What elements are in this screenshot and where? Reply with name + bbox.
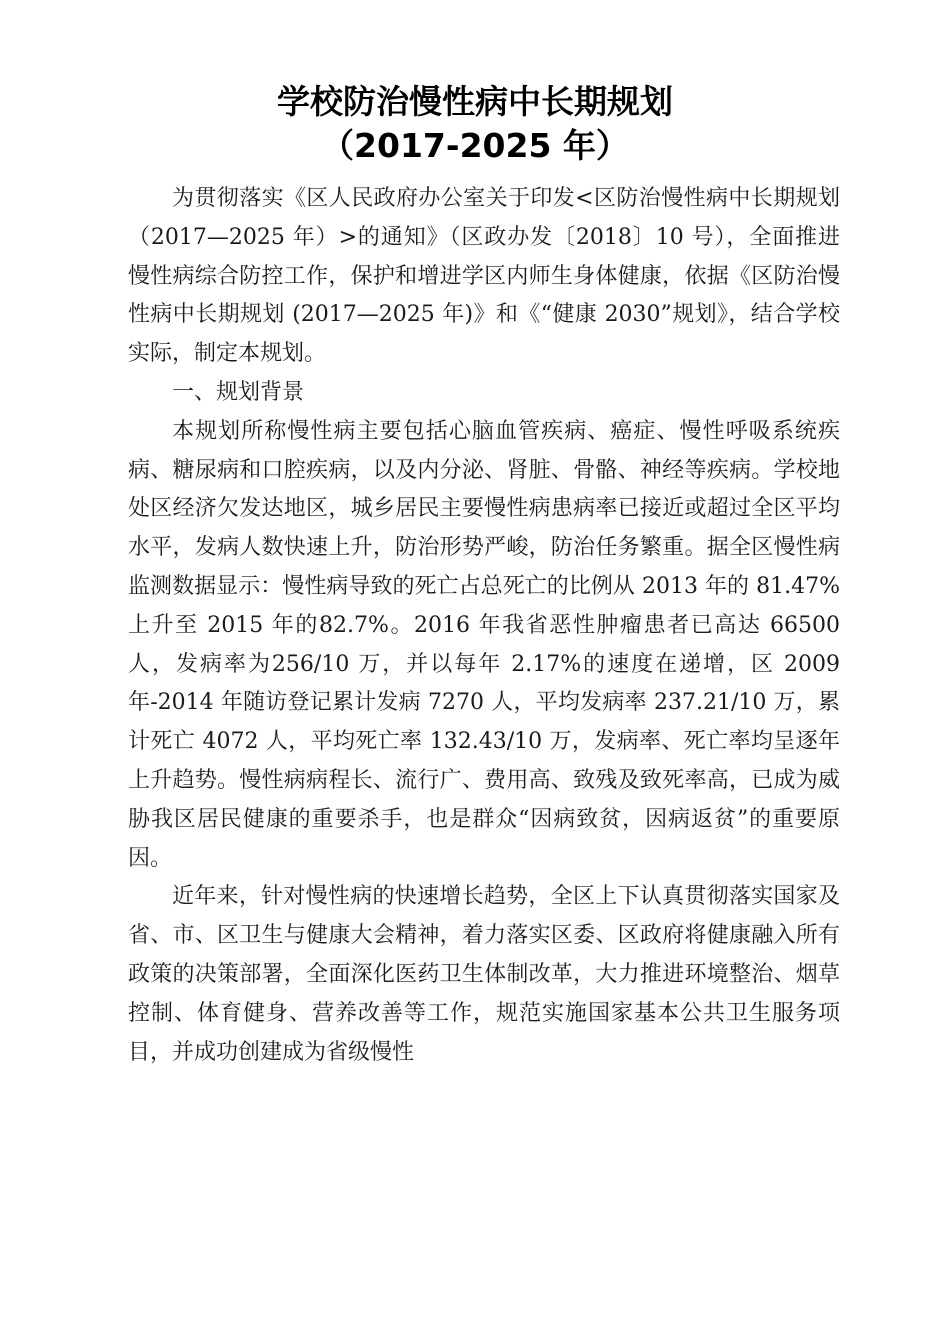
intro-paragraph: 为贯彻落实《区人民政府办公室关于印发<区防治慢性病中长期规划（2017—2025 年）>的通知》（区政办发〔2018〕10 号），全面推进慢性病综合防控工作，保护和增进学区内师生身体健康，依据《区防治慢性病中长期规划 (2017—2025 年)》和《“健康 2030”规划》，结合学校实际，制定本规划。: [128, 186, 840, 367]
section-heading-background: 一、规划背景: [172, 379, 305, 405]
background-paragraph: 本规划所称慢性病主要包括心脑血管疾病、癌症、慢性呼吸系统疾病、糖尿病和口腔疾病，以及内分泌、肾脏、骨骼、神经等疾病。学校地处区经济欠发达地区，城乡居民主要慢性病患病率已接近或超过全区平均水平，发病人数快速上升，防治形势严峻，防治任务繁重。据全区慢性病监测数据显示：慢性病导致的死亡占总死亡的比例从 2013 年的 81.47%上升至 2015 年的82.7%。2016 年我省恶性肿瘤患者已高达 66500 人，发病率为256/10 万，并以每年 2.17%的速度在递增，区 2009 年-2014 年随访登记累计发病 7270 人，平均发病率 237.21/10 万，累计死亡 4072 人，平均死亡率 132.43/10 万，发病率、死亡率均呈逐年上升趋势。慢性病病程长、流行广、费用高、致残及致死率高，已成为威胁我区居民健康的重要杀手，也是群众“因病致贫，因病返贫”的重要原因。: [128, 418, 840, 871]
recent-years-paragraph: 近年来，针对慢性病的快速增长趋势，全区上下认真贯彻落实国家及省、市、区卫生与健康大会精神，着力落实区委、区政府将健康融入所有政策的决策部署，全面深化医药卫生体制改革，大力推进环境整治、烟草控制、体育健身、营养改善等工作，规范实施国家基本公共卫生服务项目，并成功创建成为省级慢性: [128, 884, 840, 1065]
document-title: 学校防治慢性病中长期规划: [277, 82, 673, 121]
document-subtitle: （2017-2025 年）: [321, 126, 629, 165]
document-body: [128, 180, 840, 1072]
